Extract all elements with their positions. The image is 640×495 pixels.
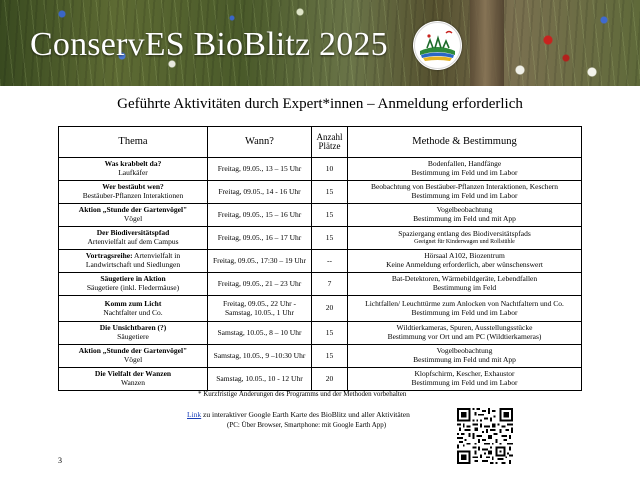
method-line: Bestimmung im Feld und im Labor — [411, 191, 518, 200]
logo-icon — [413, 21, 462, 70]
qr-code — [457, 408, 513, 464]
activity-subject: Nachtfalter und Co. — [103, 307, 163, 317]
cell-thema — [59, 296, 208, 322]
cell-plaetze: 20 — [312, 296, 348, 322]
method-line: Bodenfallen, Handfänge — [427, 159, 502, 169]
activity-title: Komm zum Licht — [104, 298, 162, 308]
cell-plaetze: 15 — [312, 227, 348, 250]
cell-plaetze: 15 — [312, 322, 348, 345]
page-number: 3 — [58, 456, 62, 465]
cell-thema — [59, 273, 208, 296]
activity-subject: Landwirtschaft und Siedlungen — [85, 260, 181, 269]
cell-plaetze: 15 — [312, 345, 348, 368]
cell-methode — [348, 296, 582, 322]
cell-methode — [348, 368, 582, 391]
table-row — [59, 273, 582, 296]
cell-methode — [348, 158, 582, 181]
activity-title: Die Unsichtbaren (?) — [99, 323, 167, 333]
activity-subject: Artenvielfalt auf dem Campus — [87, 237, 179, 246]
column-header-methode: Methode & Bestimmung — [348, 127, 582, 158]
activity-subject: Wanzen — [121, 378, 145, 387]
method-line: Keine Anmeldung erforderlich, aber wünschenswert — [386, 260, 543, 269]
table-row — [59, 345, 582, 368]
cell-wann — [208, 181, 312, 204]
table-row — [59, 181, 582, 204]
method-accessibility-note: Geeignet für Kinderwagen und Rollstühle — [414, 238, 515, 245]
cell-methode — [348, 204, 582, 227]
activity-time: Samstag, 10.05., 8 – 10 Uhr — [217, 327, 302, 337]
cell-thema — [59, 227, 208, 250]
cell-thema — [59, 250, 208, 273]
activity-time: Freitag, 09.05., 16 – 17 Uhr — [217, 232, 302, 242]
method-line: Bestimmung im Feld und im Labor — [411, 307, 518, 317]
cell-wann — [208, 250, 312, 273]
header-banner — [0, 0, 640, 86]
activity-time: Samstag, 10.05., 10 - 12 Uhr — [216, 373, 303, 383]
cell-methode — [348, 181, 582, 204]
table-row — [59, 204, 582, 227]
page-subtitle: Geführte Aktivitäten durch Expert*innen – Anmeldung erforderlich — [117, 96, 523, 112]
activity-title: Aktion „Stunde der Gartenvögel" — [78, 346, 188, 356]
cell-plaetze: -- — [312, 250, 348, 273]
activity-subject: Vögel — [123, 355, 143, 364]
cell-wann — [208, 368, 312, 391]
method-line: Beobachtung von Bestäuber-Pflanzen Interaktionen, Keschern — [370, 182, 559, 192]
cell-plaetze: 15 — [312, 181, 348, 204]
method-line: Vogelbeobachtung — [436, 346, 493, 356]
cell-methode — [348, 250, 582, 273]
activity-title: Aktion „Stunde der Gartenvögel" — [78, 205, 188, 215]
activity-subject: Bestäuber-Pflanzen Interaktionen — [82, 191, 184, 200]
method-line: Vogelbeobachtung — [436, 205, 493, 215]
activity-time: Freitag, 09.05., 15 – 16 Uhr — [217, 209, 302, 219]
method-line: Wildtierkameras, Spuren, Ausstellungsstücke — [396, 323, 533, 333]
method-line: Spaziergang entlang des Biodiversitätspfads — [398, 229, 531, 239]
map-link-note: (PC: Über Browser, Smartphone: mit Google Earth App) — [227, 421, 387, 429]
cell-wann — [208, 227, 312, 250]
column-header-wann: Wann? — [208, 127, 312, 158]
activity-time: Samstag, 10.05., 9 –10:30 Uhr — [213, 350, 306, 360]
activity-subject: Säugetiere (inkl. Fledermäuse) — [86, 283, 180, 292]
cell-thema — [59, 322, 208, 345]
page-title: ConservES BioBlitz 2025 — [30, 26, 388, 63]
cell-wann — [208, 345, 312, 368]
banner-photo-tree-trunk — [470, 0, 504, 86]
activity-time: Freitag, 09.05., 17:30 – 19 Uhr — [212, 255, 307, 265]
table-row — [59, 296, 582, 322]
qr-code-icon — [457, 408, 513, 464]
activity-subject: Vögel — [123, 214, 143, 223]
method-line: Bestimmung im Feld — [432, 283, 497, 292]
activity-title: Was krabbelt da? — [104, 159, 162, 169]
activity-subject: Säugetiere — [117, 332, 149, 341]
cell-thema — [59, 345, 208, 368]
cell-thema — [59, 158, 208, 181]
activity-title-rest: Artenvielfalt in — [132, 251, 181, 261]
cell-plaetze: 7 — [312, 273, 348, 296]
cell-plaetze: 10 — [312, 158, 348, 181]
plaetze-header-line-1: Anzahl — [316, 131, 343, 142]
activity-time: Freitag, 09.05., 21 – 23 Uhr — [217, 278, 302, 288]
activity-subject: Laufkäfer — [118, 168, 148, 177]
method-line: Hörsaal A102, Biozentrum — [424, 251, 505, 261]
method-line: Lichtfallen/ Leuchttürme zum Anlocken von Nachtfaltern und Co. — [365, 298, 564, 308]
activities-table — [58, 126, 582, 391]
cell-wann — [208, 296, 312, 322]
cell-methode — [348, 345, 582, 368]
table-row — [59, 158, 582, 181]
activity-title: Wer bestäubt wen? — [102, 182, 164, 192]
method-line: Bestimmung im Feld und im Labor — [411, 378, 518, 387]
cell-methode — [348, 227, 582, 250]
activity-title: Vortragsreihe: — [85, 251, 133, 261]
table-row — [59, 368, 582, 391]
method-line: Bestimmung im Feld und im Labor — [411, 168, 518, 177]
column-header-thema: Thema — [59, 127, 208, 158]
map-link-description: zu interaktiver Google Earth Karte des BioBlitz und aller Aktivitäten — [201, 410, 410, 419]
activity-time: Freitag, 09.05., 14 - 16 Uhr — [218, 186, 301, 196]
cell-thema — [59, 368, 208, 391]
table-row — [59, 227, 582, 250]
cell-thema — [59, 181, 208, 204]
method-line: Bat-Detektoren, Wärmebildgeräte, Lebendfallen — [391, 274, 538, 284]
activity-time: Freitag, 09.05., 13 – 15 Uhr — [217, 163, 302, 173]
cell-wann — [208, 158, 312, 181]
table-row — [59, 250, 582, 273]
activity-title: Der Biodiversitätspfad — [96, 228, 170, 238]
table-row — [59, 322, 582, 345]
cell-wann — [208, 204, 312, 227]
activity-time-end: Samstag, 10.05., 1 Uhr — [225, 307, 294, 317]
method-line: Bestimmung im Feld und mit App — [413, 214, 516, 223]
activity-title: Die Vielfalt der Wanzen — [94, 369, 172, 379]
activity-time: Freitag, 09.05., 22 Uhr - — [223, 298, 296, 308]
method-line: Klopfschirm, Kescher, Exhaustor — [414, 369, 515, 379]
cell-wann — [208, 322, 312, 345]
conserves-logo — [413, 21, 462, 70]
column-header-plaetze — [312, 127, 348, 158]
google-earth-map-link[interactable]: Link — [187, 410, 202, 419]
table-header-row — [59, 127, 582, 158]
cell-methode — [348, 273, 582, 296]
footnote: * Kurzfristige Änderungen des Programms und der Methoden vorbehalten — [198, 390, 407, 398]
cell-plaetze: 15 — [312, 204, 348, 227]
cell-wann — [208, 273, 312, 296]
cell-plaetze: 20 — [312, 368, 348, 391]
map-link-line — [187, 410, 410, 419]
plaetze-header-line-2: Plätze — [318, 141, 341, 151]
cell-methode — [348, 322, 582, 345]
method-line: Bestimmung vor Ort und am PC (Wildtierkameras) — [387, 332, 542, 341]
activity-title: Säugetiere in Aktion — [100, 274, 166, 284]
cell-thema — [59, 204, 208, 227]
method-line: Bestimmung im Feld und mit App — [413, 355, 516, 364]
